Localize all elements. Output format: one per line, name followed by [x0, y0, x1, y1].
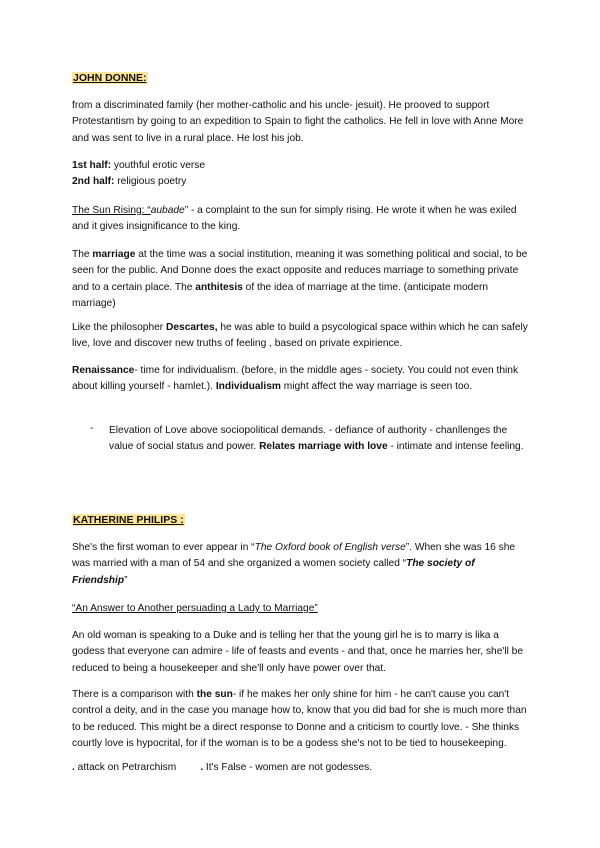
bullet-text-c: - intimate and intense feeling.	[387, 441, 524, 453]
sun-comparison-paragraph	[72, 687, 528, 752]
bullet-text-a: Elevation of Love above sociopolitical demands. - defiance of authority - chanllenges the value of social status and power.	[109, 425, 508, 453]
old-woman-paragraph: An old woman is speaking to a Duke and is telling her that the young girl he is to marry is lika a godess that everyone can admire - life of feasts and events - and that, once he marries her, she'll be reduced to being a housekeeper and she'll only have power over that.	[72, 630, 524, 674]
descartes-text-c: he was able to build a psycological space within which he can safely live, love and discover new truths of feeling , based on private expirience.	[72, 322, 528, 350]
donne-bio-paragraph: from a discriminated family (her mother-catholic and his uncle- jesuit). He prooved to support Protestantism by going to an expedition to Spain to fight the catholics. He fell in love with Anne More and was sent to live in a rural place. He lost his job.	[72, 100, 524, 144]
heading-john-donne: JOHN DONNE:	[73, 72, 147, 84]
first-half-label: 1st half:	[72, 160, 112, 171]
individualism-term: Individualism	[215, 381, 281, 393]
final-points-line	[72, 760, 528, 776]
marriage-text-a: The	[72, 249, 93, 260]
philips-text-a: She's the first woman to ever appear in “	[72, 542, 255, 553]
renaissance-paragraph	[72, 363, 528, 396]
sun-rising-title: The Sun Rising: “	[72, 205, 151, 216]
sun-comparison-text-c: - if he makes her only shine for him - he can't cause you can't control a deity, and in the case you manage how to, know that you did bad for she is much more than to be reduced. This might be a direct response to Donne and a criticism to courtly love. - She thinks courtly love is hypocrital, for if the woman is to be a godess she's not to be tied to housekeeping.	[72, 689, 527, 749]
first-half-text: youthful erotic verse	[111, 160, 206, 171]
bullet-dash: -	[90, 423, 94, 434]
oxford-book-title: The Oxford book of English verse	[254, 542, 406, 553]
marriage-text-c: at the time was a social institution, meaning it was something political and social, to be seen for the public. And Donne does the exact opposite and reduces marriage to something private and to a certain place. The	[72, 249, 528, 293]
second-half-line	[72, 174, 528, 190]
relates-marriage-love: Relates marriage with love	[259, 441, 388, 453]
philips-text-e: ”	[124, 574, 128, 586]
marriage-text-e: of the idea of marriage at the time. (anticipate modern marriage)	[72, 281, 489, 309]
first-half-line	[72, 158, 528, 174]
renaissance-text-b: - time for individualism. (before, in the middle ages - society. You could not even think about killing yourself - hamlet.).	[72, 365, 519, 393]
descartes-text-a: Like the philosopher	[72, 322, 167, 333]
society-of-friendship: The society of Friendship	[72, 558, 475, 586]
sun-rising-text: - a complaint to the sun for simply rising. He wrote it when he was exiled and it gives insignificance to the king.	[72, 205, 517, 233]
sun-rising-paragraph	[72, 203, 528, 236]
sun-comparison-text-a: There is a comparison with	[72, 689, 197, 700]
descartes-term: Descartes,	[166, 322, 218, 333]
aubade-term: aubade	[150, 205, 185, 216]
sun-rising-close-quote: ”	[184, 205, 189, 216]
renaissance-text-d: might affect the way marriage is seen too.	[280, 381, 473, 393]
philips-intro-paragraph	[72, 540, 528, 589]
philips-text-c: ”. When she was 16 she was married with a man of 54 and she organized a women society called “	[72, 542, 516, 570]
poem-title: “An Answer to Another persuading a Lady to Marriage”	[72, 603, 318, 614]
marriage-paragraph	[72, 247, 528, 312]
antithesis-term: anthitesis	[195, 281, 243, 293]
marriage-term: marriage	[92, 249, 136, 260]
bullet-love-elevation	[109, 423, 529, 456]
point-dot-1: .	[72, 762, 75, 773]
the-sun-term: the sun	[196, 689, 233, 700]
second-half-label: 2nd half:	[72, 176, 115, 187]
point-false-godesses: It's False - women are not godesses.	[203, 762, 373, 773]
renaissance-term: Renaissance	[72, 365, 135, 376]
heading-katherine-philips: KATHERINE PHILIPS :	[73, 514, 184, 526]
point-petrarchism: attack on Petrarchism	[74, 762, 177, 773]
point-dot-2: .	[200, 762, 204, 773]
descartes-paragraph	[72, 320, 528, 353]
second-half-text: religious poetry	[114, 176, 187, 187]
